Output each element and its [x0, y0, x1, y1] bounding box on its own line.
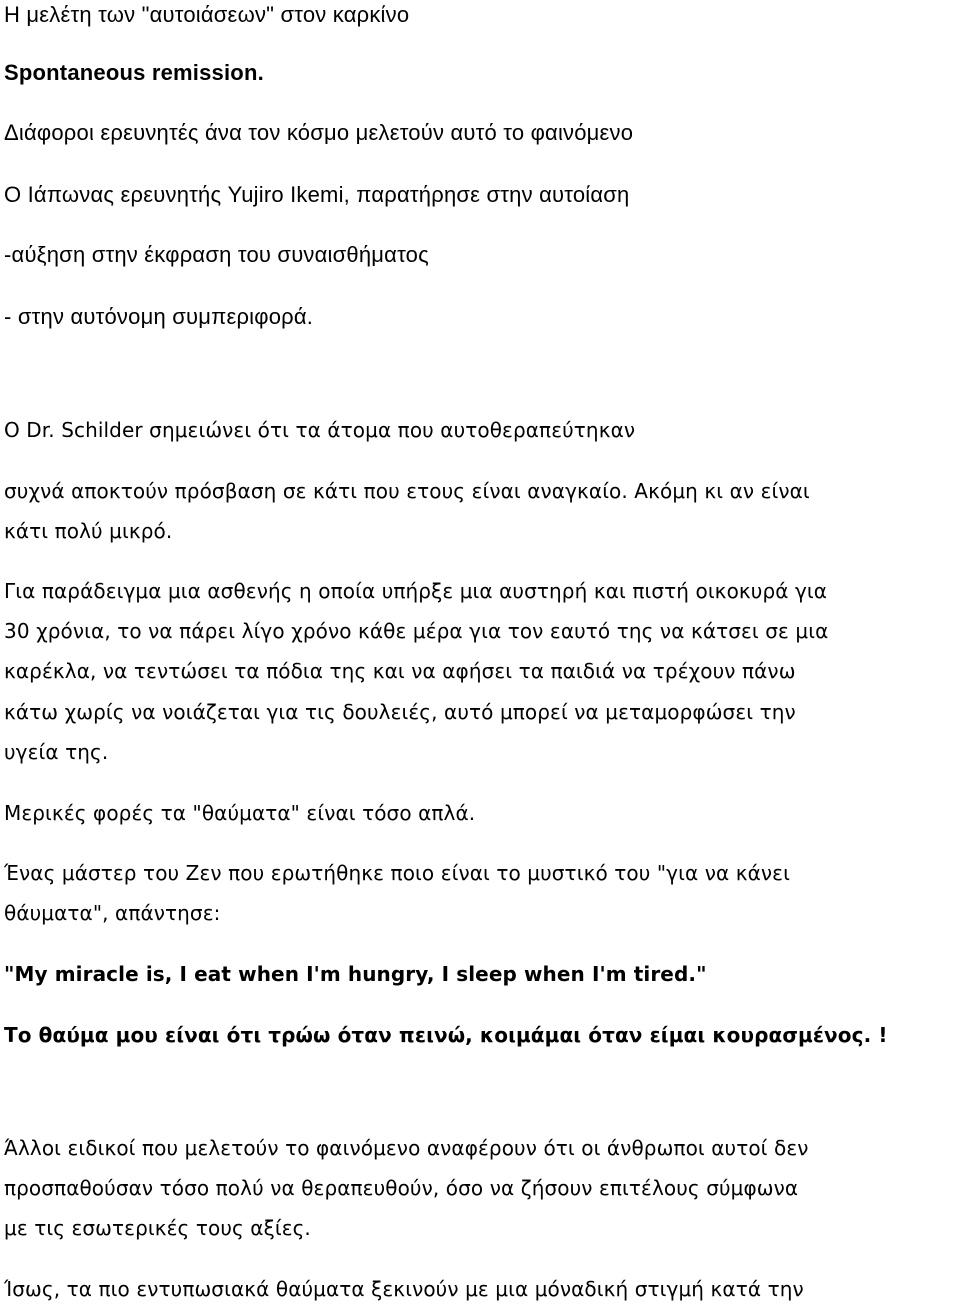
text-line: Διάφοροι ερευνητές άνα τον κόσμο μελετούν αυτό το φαινόμενο: [4, 120, 634, 145]
document-title: Η μελέτη των "αυτοιάσεων" στον καρκίνο: [4, 2, 410, 27]
text-line: Ο Ιάπωνας ερευνητής Yujiro Ikemi, παρατήρησε στην αυτοίαση: [4, 182, 630, 207]
text-line: Ένας μάστερ του Ζεν που ερωτήθηκε ποιο είναι το μυστικό του "για να κάνει: [4, 861, 790, 885]
text-line: O Dr. Schilder σημειώνει ότι τα άτομα που αυτοθεραπεύτηκαν: [4, 418, 636, 442]
quote-greek: Το θαύμα μου είναι ότι τρώω όταν πεινώ, κοιμάμαι όταν είμαι κουρασμένος. !: [4, 1023, 888, 1047]
text-line: προσπαθούσαν τόσο πολύ να θεραπευθούν, όσο να ζήσουν επιτέλους σύμφωνα: [4, 1176, 799, 1200]
text-line: συχνά αποκτούν πρόσβαση σε κάτι που ετους είναι αναγκαίο. Ακόμη κι αν είναι: [4, 479, 810, 503]
text-line: κάτι πολύ μικρό.: [4, 519, 173, 543]
text-line: Άλλοι ειδικοί που μελετούν το φαινόμενο αναφέρουν ότι οι άνθρωποι αυτοί δεν: [4, 1136, 809, 1160]
text-line: καρέκλα, να τεντώσει τα πόδια της και να αφήσει τα παιδιά να τρέχουν πάνω: [4, 659, 796, 683]
text-line: - στην αυτόνομη συμπεριφορά.: [4, 304, 314, 329]
text-line: με τις εσωτερικές τους αξίες.: [4, 1216, 311, 1240]
text-line: θάυματα", απάντησε:: [4, 901, 221, 925]
text-line: Ίσως, τα πιο εντυπωσιακά θαύματα ξεκινούν με μια μόναδική στιγμή κατά την: [4, 1277, 804, 1301]
text-line: υγεία της.: [4, 740, 109, 764]
text-line: 30 χρόνια, το να πάρει λίγο χρόνο κάθε μέρα για τον εαυτό της να κάτσει σε μια: [4, 619, 829, 643]
text-line: -αύξηση στην έκφραση του συναισθήματος: [4, 242, 429, 267]
quote-english: "My miracle is, I eat when I'm hungry, I sleep when I'm tired.": [4, 962, 707, 986]
text-line: κάτω χωρίς να νοιάζεται για τις δουλειές, αυτό μπορεί να μεταμορφώσει την: [4, 700, 796, 724]
text-line: Για παράδειγμα μια ασθενής η οποία υπήρξε μια αυστηρή και πιστή οικοκυρά για: [4, 579, 828, 603]
subtitle-spontaneous-remission: Spontaneous remission.: [4, 60, 264, 85]
text-line: Μερικές φορές τα "θαύματα" είναι τόσο απλά.: [4, 801, 476, 825]
